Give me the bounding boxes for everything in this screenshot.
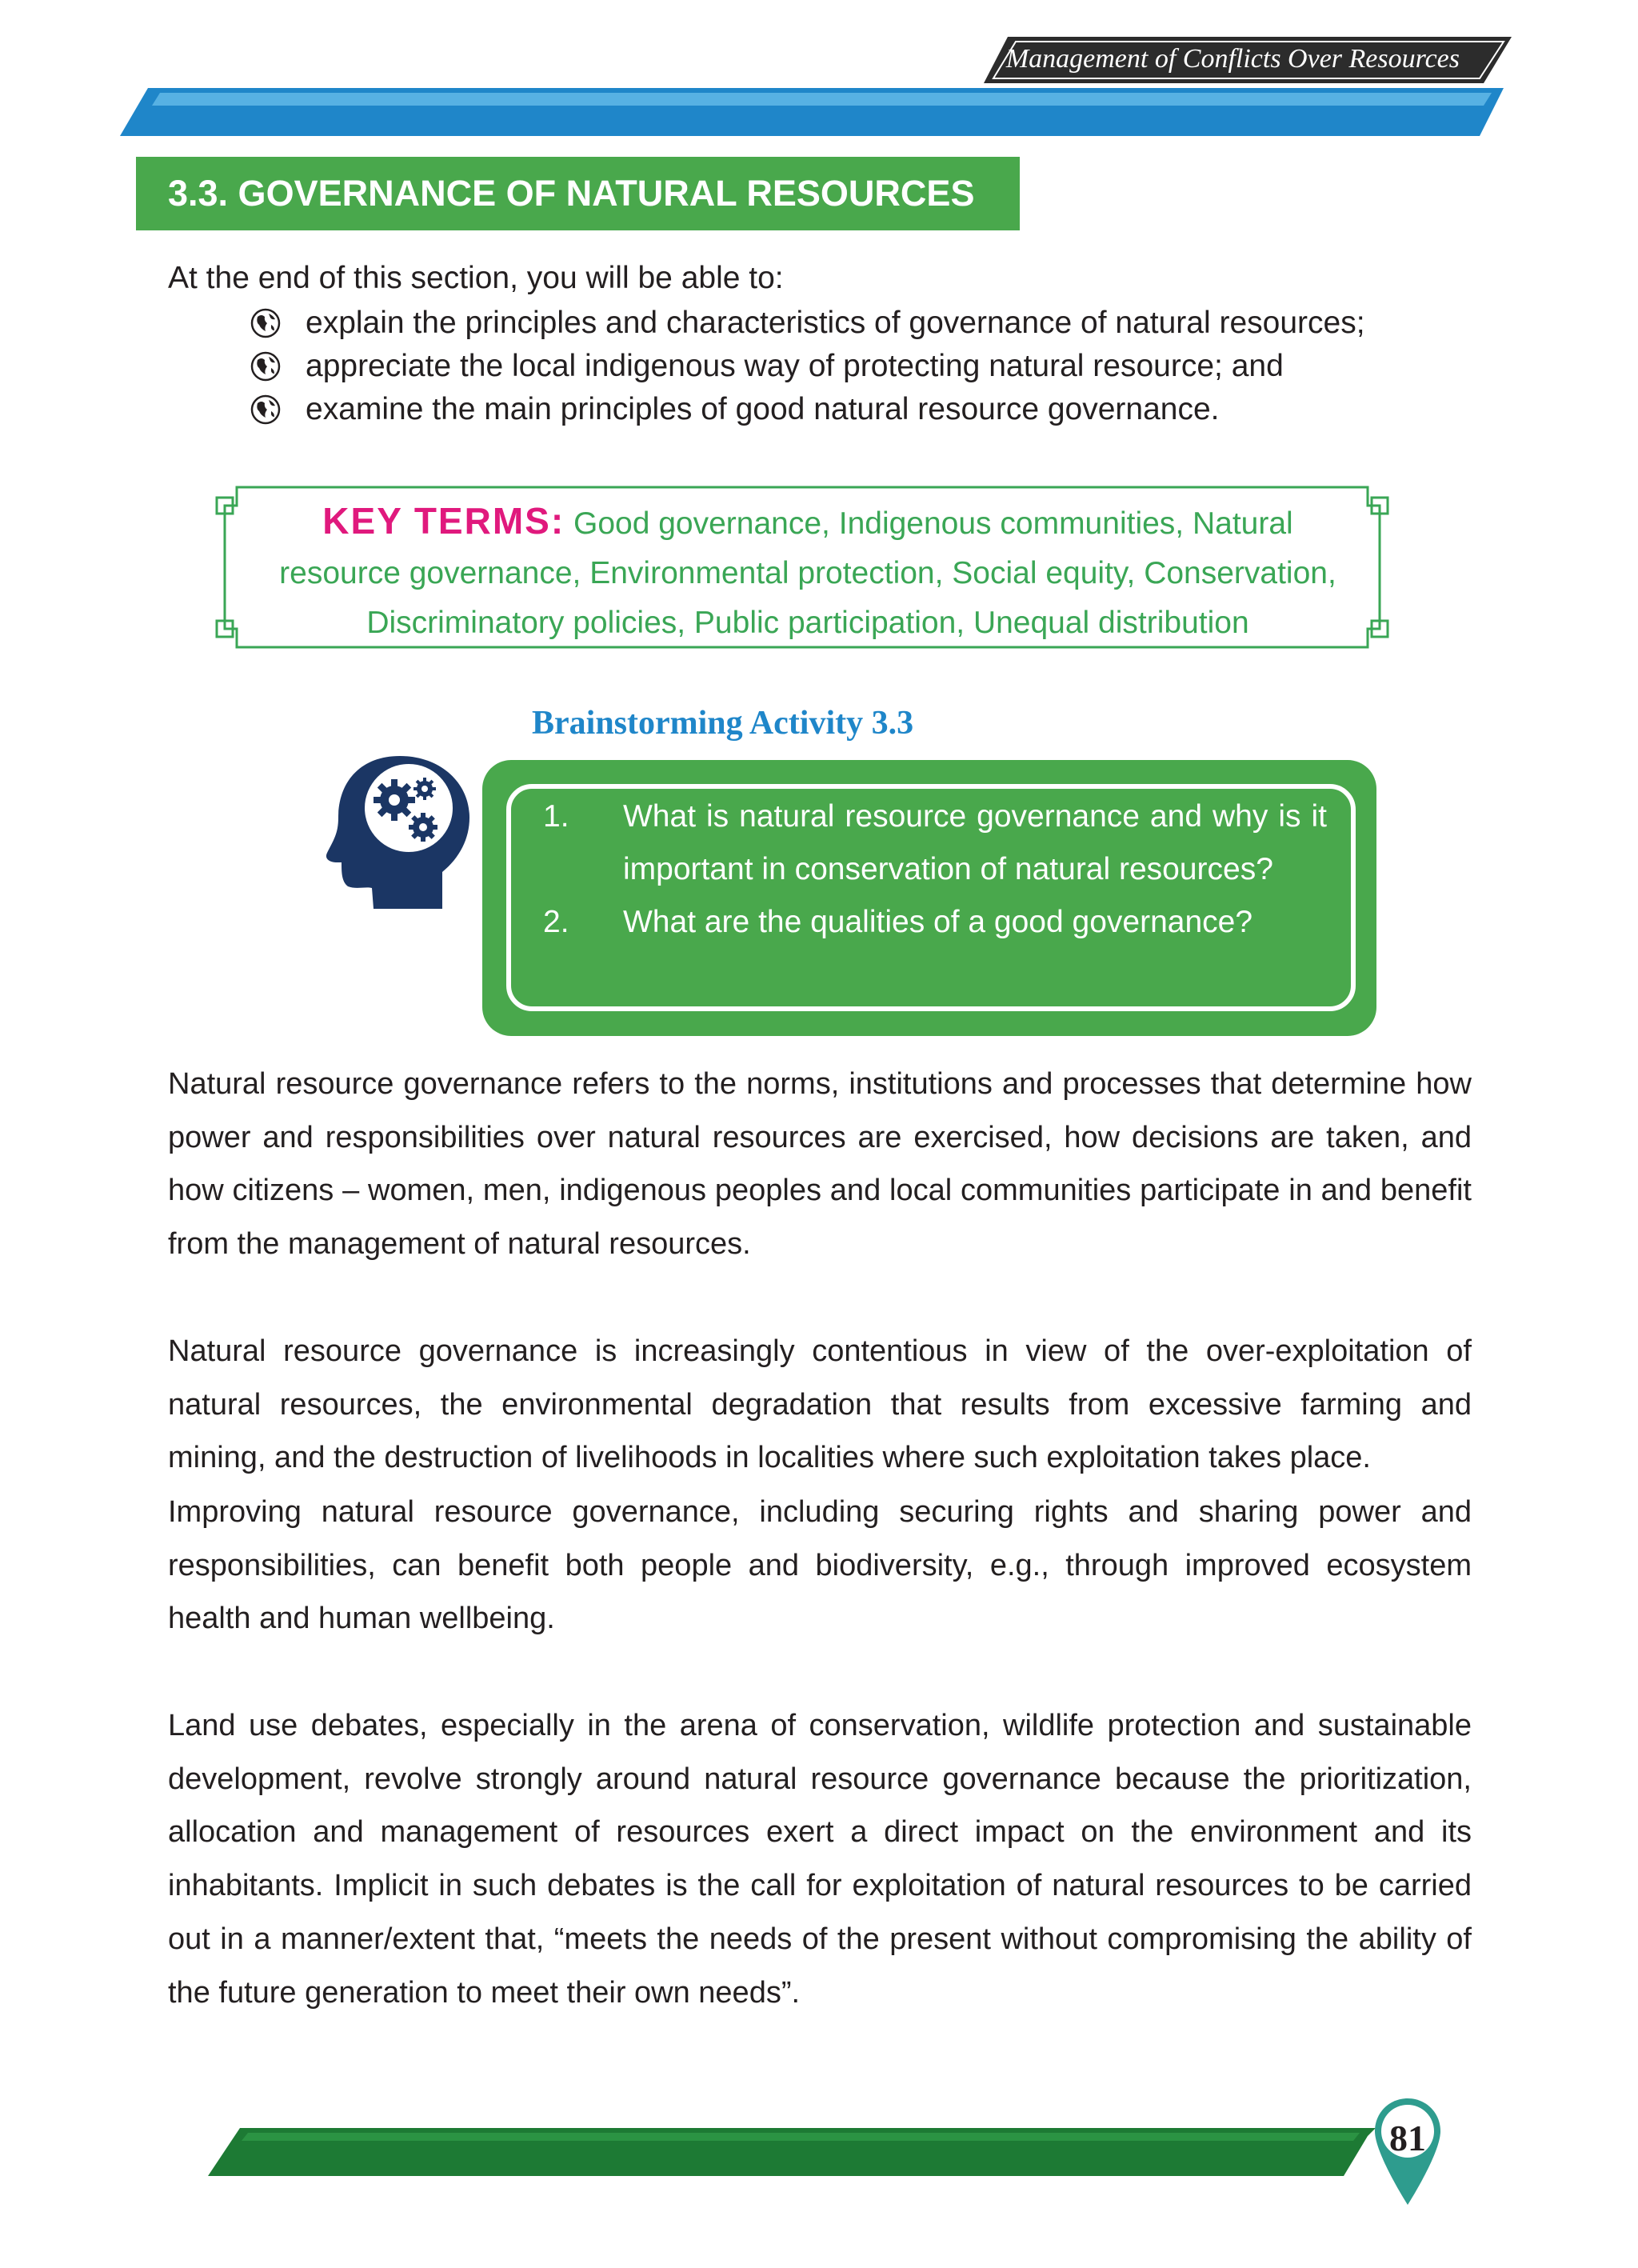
brainstorming-box (482, 760, 1376, 1036)
body-paragraph: Land use debates, especially in the arena of conservation, wildlife protection and sustainable development, revolve strongly around natural resource governance because the prioritization, allocation and management of resources exert a direct impact on the environment and its inhabitants. Implicit in such debates is the call for exploitation of natural resources to be carried out in a manner/extent that, “meets the needs of the present without compromising the ability of the future generation to meet their own needs”. (168, 1709, 1472, 2010)
header-blue-stripe (120, 88, 1504, 136)
key-terms-list: Good governance, Indigenous communities, Natural resource governance, Environmental protection, Social equity, Conservation, Discriminatory policies, Public participation, Unequal distribution (279, 506, 1336, 640)
objective-item (250, 345, 1284, 388)
question-number: 2. (543, 905, 569, 939)
globe-icon (250, 350, 282, 382)
question-item (511, 896, 1351, 949)
footer-green-stripe (208, 2128, 1376, 2176)
objective-item (250, 302, 1365, 345)
key-terms-block (268, 496, 1348, 648)
brainstorming-title: Brainstorming Activity 3.3 (532, 705, 914, 742)
body-paragraph: Improving natural resource governance, including securing rights and sharing power and responsibilities, can benefit both people and biodiversity, e.g., through improved ecosystem health and human wellbeing. (168, 1495, 1472, 1636)
brainstorming-inner-frame (506, 784, 1356, 1011)
objective-item (250, 388, 1220, 431)
globe-icon (250, 394, 282, 426)
running-header-title: Management of Conflicts Over Resources (1005, 44, 1460, 74)
question-text: What are the qualities of a good governance? (623, 905, 1253, 939)
question-text: What is natural resource governance and why is it important in conservation of natural resources? (623, 799, 1327, 886)
page-number: 81 (1389, 2118, 1426, 2158)
key-terms-label: KEY TERMS: (322, 500, 565, 542)
objective-text: examine the main principles of good natural resource governance. (306, 392, 1220, 426)
question-item (511, 790, 1351, 896)
section-banner (136, 157, 1020, 230)
objectives-intro: At the end of this section, you will be able to: (168, 261, 784, 295)
body-paragraph: Natural resource governance is increasingly contentious in view of the over-exploitation of natural resources, the environmental degradation that results from excessive farming and mining, and the destruction of livelihoods in localities where such exploitation takes place. (168, 1334, 1472, 1475)
head-gears-icon (324, 752, 476, 912)
section-title: 3.3. GOVERNANCE OF NATURAL RESOURCES (168, 173, 975, 214)
objective-text: explain the principles and characteristics of governance of natural resources; (306, 306, 1365, 340)
question-number: 1. (543, 799, 569, 834)
body-paragraph: Natural resource governance refers to the norms, institutions and processes that determine how power and responsibilities over natural resources are exercised, how decisions are taken, and how citizens – women, men, indigenous peoples and local communities participate in and benefit from the management of natural resources. (168, 1067, 1472, 1262)
globe-icon (250, 307, 282, 339)
objective-text: appreciate the local indigenous way of protecting natural resource; and (306, 349, 1284, 383)
